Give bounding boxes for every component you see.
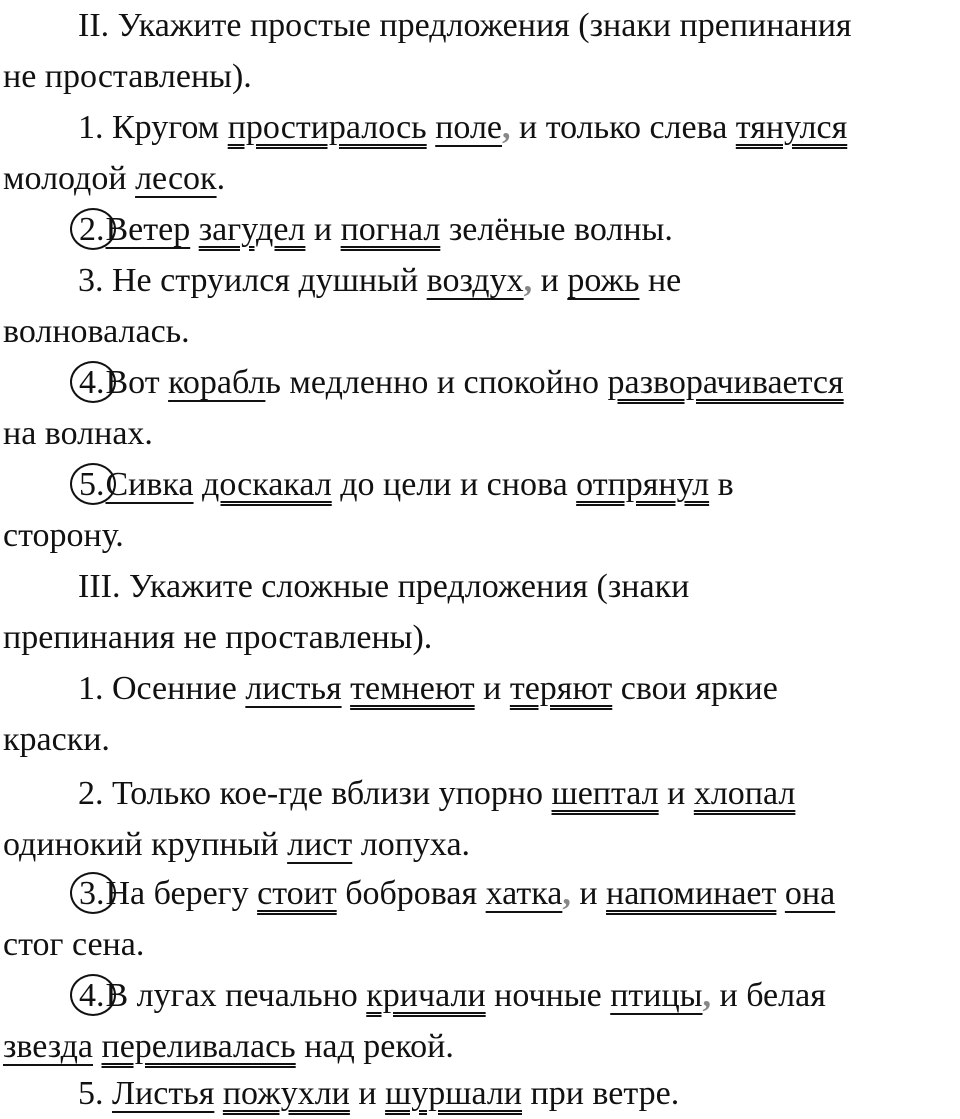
sentence-2-1-line-2 [3,153,954,204]
section-3-heading-line-2 [3,612,954,663]
sentence-text: стог сена. [3,926,145,963]
predicate: загудел [198,211,306,248]
predicate: отпрянул [576,466,710,503]
sentence-text: и только слева [510,109,736,146]
subject: поле [435,109,503,146]
sentence-text: и [658,775,694,812]
sentence-text: ночные [485,977,611,1014]
sentence-3-4-line-2 [3,1021,954,1072]
sentence-number: 3. [78,262,104,299]
sentence-text: над рекой. [295,1028,454,1065]
sentence-2-5-line-2 [3,510,954,561]
sentence-text: Осенние [103,670,246,707]
sentence-text: бобровая [336,875,486,912]
sentence-text: краски. [3,721,110,758]
inserted-comma: , [523,262,533,299]
circled-number: 2. [78,204,106,255]
predicate: простиралось [227,109,427,146]
circled-number: 5. [78,459,106,510]
sentence-text: В лугах печально [105,977,367,1014]
sentence-text: Кругом [103,109,228,146]
sentence-text [93,1028,102,1065]
inserted-comma: , [562,875,571,912]
sentence-text: не [639,262,682,299]
sentence-3-4-line-1 [78,970,954,1021]
sentence-text: в [709,466,734,503]
sentence-text: и [305,211,341,248]
subject: Листья [112,1075,215,1112]
sentence-2-4-line-2 [3,408,954,459]
predicate: шуршали [385,1075,522,1112]
sentence-2-1-line-1 [78,102,954,153]
predicate: кричали [366,977,486,1014]
section-2-heading-line-2 [3,51,954,102]
sentence-text: лопуха. [352,826,471,863]
sentence-2-4-line-1 [78,357,954,408]
predicate: разворачивается [607,364,844,401]
inserted-comma: , [502,109,511,146]
circled-number: 4. [78,357,106,408]
sentence-3-5-line-1 [78,1068,954,1119]
section-2-heading-line-1 [78,0,954,51]
section-2-heading-text: II. Укажите простые предложения (знаки препинания [78,7,852,44]
subject: лист [287,826,353,863]
sentence-text: одинокий крупный [3,826,288,863]
sentence-text: Не струился душный [103,262,427,299]
sentence-2-5-line-1 [78,459,954,510]
predicate: тянулся [735,109,848,146]
sentence-text: и [474,670,510,707]
sentence-text [427,109,436,146]
predicate: теряют [509,670,613,707]
subject: она [784,875,836,912]
sentence-text: . [216,160,226,197]
section-3-heading-line-1 [78,561,954,612]
sentence-text [342,670,351,707]
sentence-text: сторону. [3,517,124,554]
sentence-text: волновалась. [3,313,190,350]
predicate: погнал [340,211,441,248]
sentence-text: и [349,1075,386,1112]
sentence-number: 1. [78,670,104,707]
sentence-3-2-line-1 [78,768,954,819]
section-3-heading-text: III. Укажите сложные предложения (знаки [78,568,690,605]
section-3-heading-text-cont: препинания не проставлены). [3,619,433,656]
sentence-3-1-line-2 [3,714,954,765]
predicate: хлопал [693,775,796,812]
sentence-text: зелёные волны. [440,211,673,248]
sentence-text: молодой [3,160,136,197]
subject: корабл [168,364,266,401]
subject: звезда [3,1028,93,1065]
sentence-text: и белая [711,977,826,1014]
predicate: стоит [257,875,337,912]
sentence-3-2-line-2 [3,819,954,870]
sentence-3-3-line-1 [78,868,954,919]
sentence-number: 1. [78,109,104,146]
predicate: доскакал [202,466,332,503]
predicate: темнеют [350,670,475,707]
predicate: пожухли [222,1075,350,1112]
subject: птицы [610,977,703,1014]
sentence-text: на волнах. [3,415,153,452]
sentence-text: и [532,262,568,299]
sentence-2-3-line-2 [3,306,954,357]
inserted-comma: , [702,977,711,1014]
sentence-text [194,466,203,503]
sentence-text: На берегу [105,875,258,912]
sentence-text [214,1075,223,1112]
sentence-2-3-line-1 [78,255,954,306]
subject: воздух [426,262,524,299]
sentence-3-1-line-1 [78,663,954,714]
sentence-number: 2. [78,775,104,812]
sentence-text [190,211,199,248]
sentence-text: и [570,875,607,912]
circled-number: 4. [78,970,106,1021]
predicate: напоминает [606,875,777,912]
sentence-text: до цели и снова [331,466,577,503]
sentence-text: при ветре. [522,1075,680,1112]
predicate: шептал [551,775,659,812]
sentence-2-2-line-1 [78,204,954,255]
sentence-text: ь медленно и спокойно [265,364,608,401]
sentence-number: 5. [78,1075,104,1112]
subject: Сивка [105,466,194,503]
subject: листья [245,670,342,707]
circled-number: 3. [78,868,106,919]
subject: рожь [567,262,640,299]
sentence-3-3-line-2 [3,919,954,970]
subject: хатка [485,875,563,912]
subject: Ветер [105,211,191,248]
subject: лесок [135,160,217,197]
section-2-heading-text-cont: не проставлены). [3,58,252,95]
predicate: переливалась [101,1028,296,1065]
sentence-text: свои яркие [612,670,778,707]
sentence-text [776,875,785,912]
sentence-text [104,1075,113,1112]
sentence-text: Вот [105,364,169,401]
sentence-text: Только кое-где вблизи упорно [103,775,552,812]
